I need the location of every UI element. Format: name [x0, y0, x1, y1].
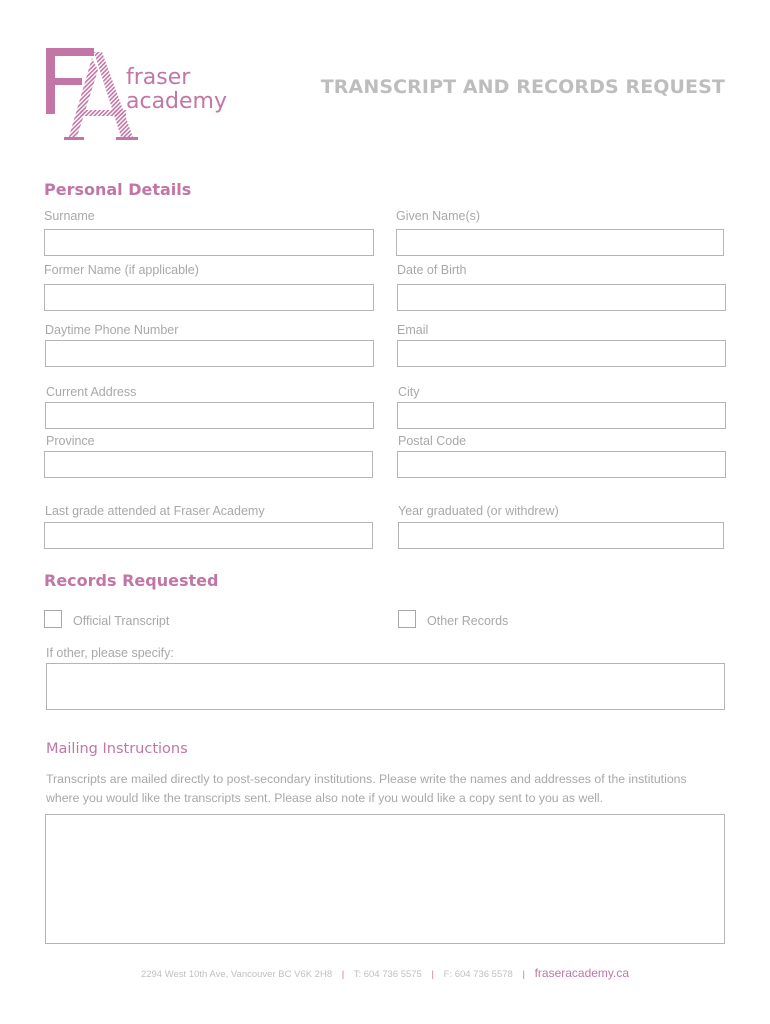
- document-title: TRANSCRIPT AND RECORDS REQUEST: [320, 76, 725, 98]
- other-records-specify-field[interactable]: [46, 663, 725, 710]
- mailing-instructions-line-1: Transcripts are mailed directly to post-secondary institutions. Please write the names and addresses of the institutions: [46, 772, 687, 786]
- mailing-instructions-field[interactable]: [45, 814, 725, 944]
- logo-text-academy: academy: [126, 89, 228, 114]
- specify-label: If other, please specify:: [46, 646, 174, 660]
- last-grade-label: Last grade attended at Fraser Academy: [45, 504, 265, 518]
- given-names-label: Given Name(s): [396, 209, 481, 223]
- other-records-label: Other Records: [427, 614, 509, 628]
- fa-monogram-icon: [42, 44, 232, 144]
- surname-label: Surname: [44, 209, 95, 223]
- footer-separator: |: [431, 969, 434, 980]
- postal-code-label: Postal Code: [398, 434, 467, 448]
- records-requested-heading: Records Requested: [44, 571, 219, 590]
- year-graduated-field[interactable]: [398, 522, 724, 549]
- current-address-label: Current Address: [46, 385, 137, 399]
- city-label: City: [398, 385, 420, 399]
- personal-details-heading: Personal Details: [44, 180, 192, 199]
- city-field[interactable]: [397, 402, 726, 429]
- surname-field[interactable]: [44, 229, 374, 256]
- footer-separator: |: [341, 969, 345, 980]
- footer-separator: |: [522, 969, 525, 980]
- footer-website-link[interactable]: fraseracademy.ca: [534, 966, 630, 980]
- former-name-label: Former Name (if applicable): [44, 263, 199, 277]
- former-name-field[interactable]: [44, 284, 374, 311]
- email-field[interactable]: [397, 340, 726, 367]
- current-address-field[interactable]: [45, 402, 374, 429]
- province-field[interactable]: [44, 451, 373, 478]
- daytime-phone-field[interactable]: [45, 340, 374, 367]
- fraser-academy-logo: [42, 44, 232, 144]
- footer-address: 2294 West 10th Ave, Vancouver BC V6K 2H8: [140, 969, 333, 980]
- footer-phone: T: 604 736 5575: [353, 969, 422, 980]
- given-names-field[interactable]: [396, 229, 724, 256]
- mailing-instructions-line-2: where you would like the transcripts sent. Please also note if you would like a copy sent to you as well.: [46, 791, 604, 805]
- daytime-phone-label: Daytime Phone Number: [45, 323, 179, 337]
- email-label: Email: [397, 323, 429, 337]
- official-transcript-checkbox[interactable]: [44, 610, 62, 628]
- mailing-instructions-heading: Mailing Instructions: [46, 741, 188, 757]
- footer: [0, 966, 770, 980]
- date-of-birth-field[interactable]: [397, 284, 726, 311]
- logo-text-fraser: fraser: [126, 65, 191, 90]
- footer-fax: F: 604 736 5578: [443, 969, 513, 980]
- official-transcript-label: Official Transcript: [73, 614, 170, 628]
- other-records-checkbox[interactable]: [398, 610, 416, 628]
- last-grade-field[interactable]: [44, 522, 373, 549]
- mailing-instructions-text: [46, 770, 736, 808]
- date-of-birth-label: Date of Birth: [397, 263, 467, 277]
- year-graduated-label: Year graduated (or withdrew): [398, 504, 559, 518]
- postal-code-field[interactable]: [397, 451, 726, 478]
- province-label: Province: [46, 434, 95, 448]
